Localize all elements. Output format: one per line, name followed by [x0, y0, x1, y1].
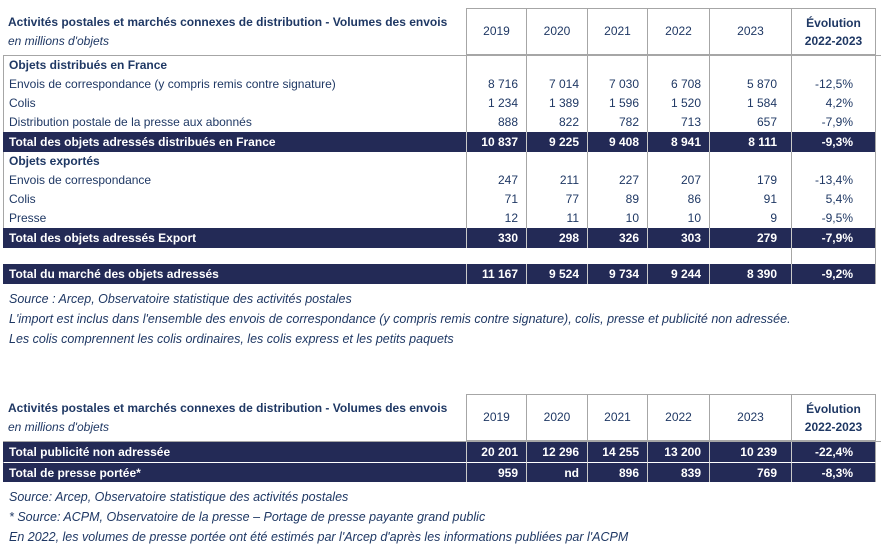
evolution-cell	[791, 152, 876, 171]
value-cell: 77	[526, 190, 587, 209]
total-row-presse-portee	[3, 462, 881, 482]
year-column-header-2022: 2022	[647, 394, 709, 441]
table2-header-row	[3, 394, 881, 441]
value-cell: 959	[466, 462, 526, 482]
table1-header-row	[3, 8, 881, 55]
value-cell: 303	[647, 228, 709, 248]
year-column-header-2019: 2019	[466, 394, 526, 441]
table1-body	[3, 55, 881, 284]
spacer-cell	[709, 248, 791, 264]
value-cell: 279	[709, 228, 791, 248]
value-cell: 9 225	[526, 132, 587, 152]
value-cell: 298	[526, 228, 587, 248]
row-label: Distribution postale de la presse aux abonnés	[3, 113, 466, 132]
evolution-cell: -12,5%	[791, 75, 876, 94]
year-column-header-2021: 2021	[587, 8, 647, 55]
table-title: Activités postales et marchés connexes de distribution - Volumes des envois	[8, 401, 448, 415]
evolution-cell: 4,2%	[791, 94, 876, 113]
evolution-cell: -9,2%	[791, 264, 876, 284]
value-cell: 9 244	[647, 264, 709, 284]
value-cell: 10	[647, 209, 709, 228]
value-cell: 1 584	[709, 94, 791, 113]
year-column-header-2021: 2021	[587, 394, 647, 441]
evolution-column-header	[791, 394, 876, 441]
value-cell	[466, 56, 526, 75]
row-label: Colis	[3, 94, 466, 113]
value-cell: 9	[709, 209, 791, 228]
evolution-header-line2: 2022-2023	[804, 420, 863, 434]
spacer-cell	[587, 248, 647, 264]
value-cell: 7 014	[526, 75, 587, 94]
value-cell	[647, 152, 709, 171]
value-cell	[647, 56, 709, 75]
evolution-cell	[791, 56, 876, 75]
evolution-header-line2: 2022-2023	[804, 34, 863, 48]
value-cell: 12 296	[526, 442, 587, 462]
value-cell: 769	[709, 462, 791, 482]
value-cell: 8 111	[709, 132, 791, 152]
evolution-cell: -22,4%	[791, 442, 876, 462]
row-label: Colis	[3, 190, 466, 209]
source-note: * Source: ACPM, Observatoire de la presse – Portage de presse payante grand public	[9, 510, 486, 524]
value-cell: 8 941	[647, 132, 709, 152]
value-cell: 5 870	[709, 75, 791, 94]
value-cell: 10 239	[709, 442, 791, 462]
total-row-publicite	[3, 442, 881, 462]
evolution-cell: -7,9%	[791, 228, 876, 248]
row-label: Total publicité non adressée	[3, 442, 466, 462]
value-cell: 896	[587, 462, 647, 482]
value-cell: 179	[709, 171, 791, 190]
value-cell: 8 716	[466, 75, 526, 94]
value-cell: 7 030	[587, 75, 647, 94]
value-cell: 822	[526, 113, 587, 132]
value-cell: 247	[466, 171, 526, 190]
table-row	[3, 56, 881, 75]
table-row	[3, 209, 881, 228]
table1-notes	[9, 289, 881, 349]
value-cell: 713	[647, 113, 709, 132]
source-note: Source: Arcep, Observatoire statistique des activités postales	[9, 490, 349, 504]
table-publicite-presse	[3, 386, 881, 547]
value-cell: 9 524	[526, 264, 587, 284]
value-cell: 10 837	[466, 132, 526, 152]
total-row-export	[3, 228, 881, 248]
value-cell: 839	[647, 462, 709, 482]
value-cell: 782	[587, 113, 647, 132]
year-column-header-2022: 2022	[647, 8, 709, 55]
value-cell: 657	[709, 113, 791, 132]
value-cell: 12	[466, 209, 526, 228]
spacer-cell	[466, 248, 526, 264]
row-label: Total des objets adressés Export	[3, 228, 466, 248]
row-label: Envois de correspondance (y compris remis contre signature)	[3, 75, 466, 94]
value-cell: 1 520	[647, 94, 709, 113]
value-cell: 13 200	[647, 442, 709, 462]
value-cell: nd	[526, 462, 587, 482]
value-cell: 227	[587, 171, 647, 190]
source-note: Les colis comprennent les colis ordinaires, les colis express et les petits paquets	[9, 332, 454, 346]
value-cell: 86	[647, 190, 709, 209]
value-cell: 91	[709, 190, 791, 209]
year-column-header-2019: 2019	[466, 8, 526, 55]
row-label: Objets distribués en France	[3, 56, 466, 75]
spacer-cell	[3, 248, 466, 264]
total-row-marche	[3, 264, 881, 284]
table-row	[3, 94, 881, 113]
evolution-header-line1: Évolution	[806, 402, 861, 416]
table-row	[3, 113, 881, 132]
evolution-cell: -9,5%	[791, 209, 876, 228]
table2-title-cell	[3, 394, 466, 441]
row-label: Envois de correspondance	[3, 171, 466, 190]
row-label: Total des objets adressés distribués en France	[3, 132, 466, 152]
source-note: L'import est inclus dans l'ensemble des envois de correspondance (y compris remis contre signature), colis, presse et publicité non adressée.	[9, 312, 791, 326]
value-cell: 1 389	[526, 94, 587, 113]
value-cell	[587, 56, 647, 75]
evolution-cell: -9,3%	[791, 132, 876, 152]
table-subtitle: en millions d'objets	[8, 420, 110, 434]
source-note: En 2022, les volumes de presse portée ont été estimés par l'Arcep d'après les informations publiées par l'ACPM	[9, 530, 629, 544]
value-cell: 9 734	[587, 264, 647, 284]
value-cell: 89	[587, 190, 647, 209]
value-cell: 6 708	[647, 75, 709, 94]
value-cell	[466, 152, 526, 171]
value-cell	[709, 152, 791, 171]
total-row-france	[3, 132, 881, 152]
value-cell: 211	[526, 171, 587, 190]
row-label: Total du marché des objets adressés	[3, 264, 466, 284]
value-cell	[709, 56, 791, 75]
spacer-row	[3, 248, 881, 264]
value-cell: 207	[647, 171, 709, 190]
year-column-header-2020: 2020	[526, 394, 587, 441]
year-column-header-2023: 2023	[709, 8, 791, 55]
value-cell: 11 167	[466, 264, 526, 284]
table2-body	[3, 441, 881, 482]
year-column-header-2020: 2020	[526, 8, 587, 55]
evolution-column-header	[791, 8, 876, 55]
value-cell: 8 390	[709, 264, 791, 284]
value-cell: 20 201	[466, 442, 526, 462]
value-cell: 71	[466, 190, 526, 209]
table-row	[3, 171, 881, 190]
spacer-cell	[526, 248, 587, 264]
table2-notes	[9, 487, 881, 547]
spacer-cell	[791, 248, 876, 264]
table-volumes-envois	[3, 0, 881, 349]
value-cell	[526, 152, 587, 171]
evolution-cell: -13,4%	[791, 171, 876, 190]
table-title: Activités postales et marchés connexes de distribution - Volumes des envois	[8, 15, 448, 29]
row-label: Objets exportés	[3, 152, 466, 171]
row-label: Presse	[3, 209, 466, 228]
value-cell	[526, 56, 587, 75]
value-cell	[587, 152, 647, 171]
value-cell: 11	[526, 209, 587, 228]
year-column-header-2023: 2023	[709, 394, 791, 441]
value-cell: 326	[587, 228, 647, 248]
spacer-cell	[647, 248, 709, 264]
row-label: Total de presse portée*	[3, 462, 466, 482]
table1-title-cell	[3, 8, 466, 55]
evolution-cell: 5,4%	[791, 190, 876, 209]
value-cell: 10	[587, 209, 647, 228]
evolution-cell: -7,9%	[791, 113, 876, 132]
value-cell: 888	[466, 113, 526, 132]
table-row	[3, 152, 881, 171]
evolution-cell: -8,3%	[791, 462, 876, 482]
table-row	[3, 190, 881, 209]
table-row	[3, 75, 881, 94]
source-note: Source : Arcep, Observatoire statistique des activités postales	[9, 292, 352, 306]
table-subtitle: en millions d'objets	[8, 34, 110, 48]
evolution-header-line1: Évolution	[806, 16, 861, 30]
value-cell: 1 234	[466, 94, 526, 113]
value-cell: 9 408	[587, 132, 647, 152]
value-cell: 330	[466, 228, 526, 248]
value-cell: 1 596	[587, 94, 647, 113]
value-cell: 14 255	[587, 442, 647, 462]
